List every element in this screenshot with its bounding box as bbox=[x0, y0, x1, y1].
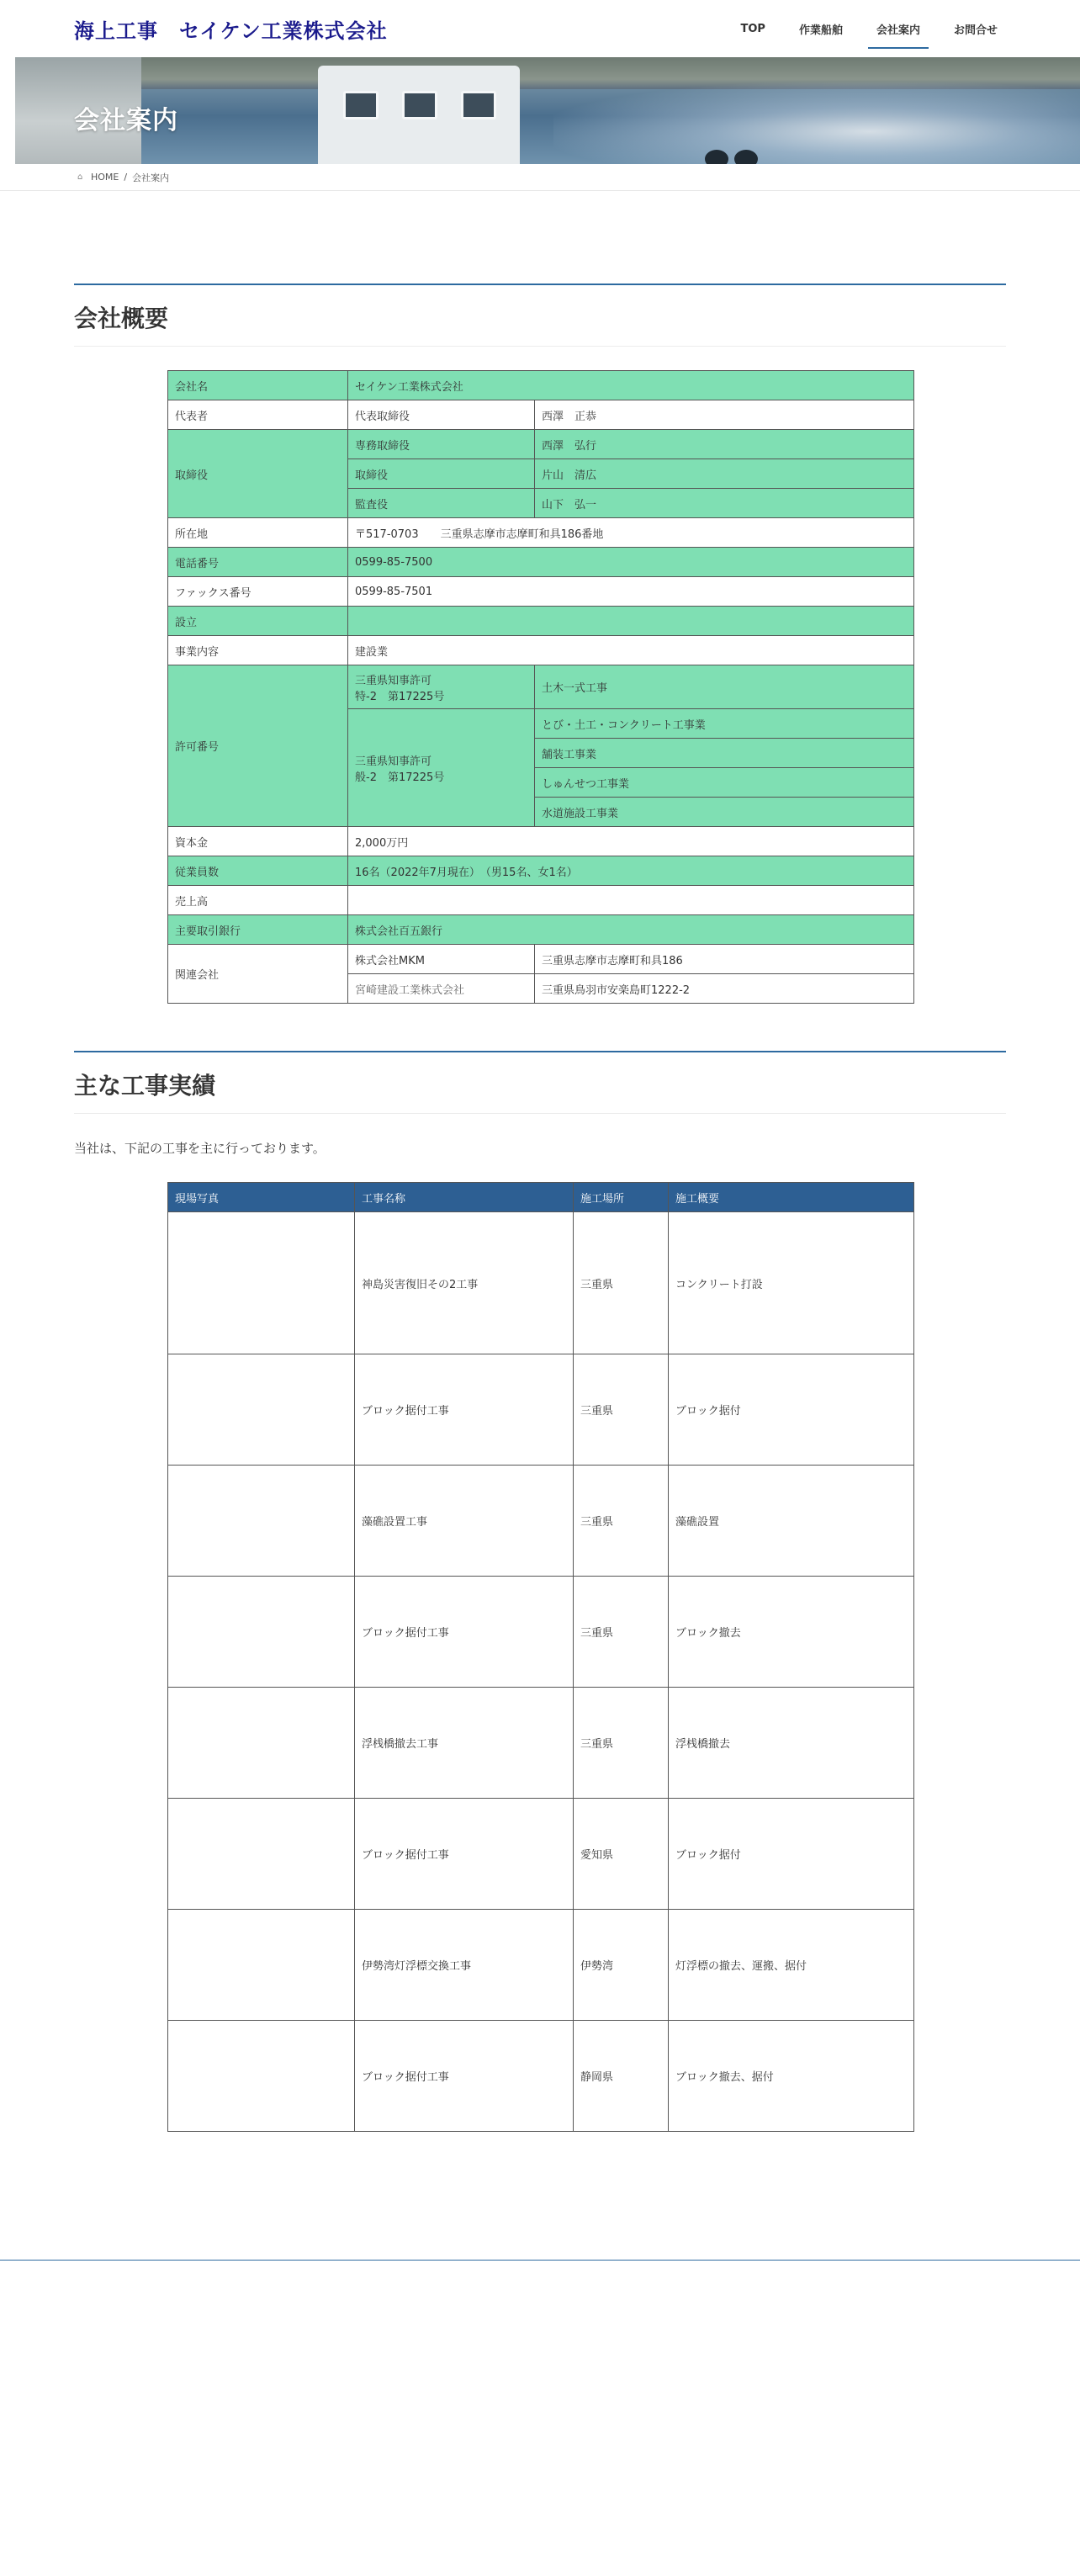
page-title: 会社案内 bbox=[74, 106, 178, 135]
breadcrumb-home-link[interactable]: HOME bbox=[91, 172, 119, 183]
cell-value: しゅんせつ工事業 bbox=[535, 768, 914, 798]
boat-window bbox=[343, 91, 379, 119]
work-name: ブロック据付工事 bbox=[355, 2021, 574, 2132]
work-summary: ブロック据付 bbox=[669, 1799, 914, 1910]
license-number: 特-2 第17225号 bbox=[355, 690, 445, 703]
table-row bbox=[168, 915, 914, 945]
work-summary: ブロック撤去 bbox=[669, 1577, 914, 1688]
cell-label: 会社名 bbox=[168, 371, 348, 400]
cell-label: 所在地 bbox=[168, 518, 348, 548]
table-row bbox=[168, 1688, 914, 1799]
site-photo-cell bbox=[168, 1466, 355, 1577]
hero-sea-glow bbox=[553, 82, 1080, 164]
table-row bbox=[168, 371, 914, 400]
cell-value: 西澤 弘行 bbox=[535, 430, 914, 459]
cell-value: 三重県鳥羽市安楽島町1222-2 bbox=[535, 974, 914, 1004]
cell-label: 従業員数 bbox=[168, 856, 348, 886]
site-photo-cell bbox=[168, 1354, 355, 1466]
cell-value: 16名（2022年7月現在） （男15名、女1名） bbox=[348, 856, 914, 886]
site-photo-cell bbox=[168, 1799, 355, 1910]
site-header bbox=[0, 0, 1080, 57]
hero-buoy bbox=[734, 150, 758, 164]
work-name: ブロック据付工事 bbox=[355, 1577, 574, 1688]
column-header: 工事名称 bbox=[355, 1183, 574, 1212]
hero-banner bbox=[15, 57, 1080, 164]
cell-value: 山下 弘一 bbox=[535, 489, 914, 518]
cell-value: 取締役 bbox=[348, 459, 535, 489]
boat-window bbox=[402, 91, 437, 119]
cell-value: 西澤 正恭 bbox=[535, 400, 914, 430]
license-authority: 三重県知事許可 bbox=[355, 674, 432, 687]
cell-value: 土木一式工事 bbox=[535, 665, 914, 709]
column-header: 現場写真 bbox=[168, 1183, 355, 1212]
works-table bbox=[167, 1182, 914, 2132]
table-row bbox=[168, 1910, 914, 2021]
breadcrumb-current: 会社案内 bbox=[132, 172, 170, 183]
cell-label: 取締役 bbox=[168, 430, 348, 518]
work-place: 静岡県 bbox=[574, 2021, 669, 2132]
site-photo-cell bbox=[168, 1688, 355, 1799]
license-number: 般-2 第17225号 bbox=[355, 771, 445, 784]
cell-value: 三重県志摩市志摩町和具186 bbox=[535, 945, 914, 974]
work-name: 藻礁設置工事 bbox=[355, 1466, 574, 1577]
cell-label: 設立 bbox=[168, 607, 348, 636]
cell-label: 代表者 bbox=[168, 400, 348, 430]
column-header: 施工場所 bbox=[574, 1183, 669, 1212]
work-place: 三重県 bbox=[574, 1688, 669, 1799]
cell-value: 株式会社百五銀行 bbox=[348, 915, 914, 945]
work-place: 三重県 bbox=[574, 1577, 669, 1688]
site-logo[interactable]: 海上工事 セイケン工業株式会社 bbox=[74, 19, 388, 43]
cell-value bbox=[348, 607, 914, 636]
nav-item-contact[interactable]: お問合せ bbox=[953, 24, 998, 37]
work-name: ブロック据付工事 bbox=[355, 1354, 574, 1466]
site-photo-cell bbox=[168, 1212, 355, 1354]
table-row bbox=[168, 2021, 914, 2132]
table-row bbox=[168, 548, 914, 577]
table-row bbox=[168, 665, 914, 709]
license-authority: 三重県知事許可 bbox=[355, 755, 432, 768]
work-summary: ブロック撤去、据付 bbox=[669, 2021, 914, 2132]
cell-value: 株式会社MKM bbox=[348, 945, 535, 974]
cell-value: 建設業 bbox=[348, 636, 914, 665]
work-summary: コンクリート打設 bbox=[669, 1212, 914, 1354]
cell-value: とび・土工・コンクリート工事業 bbox=[535, 709, 914, 739]
company-overview-heading: 会社概要 bbox=[74, 284, 1006, 347]
table-row bbox=[168, 518, 914, 548]
cell-value: 専務取締役 bbox=[348, 430, 535, 459]
cell-value: 0599-85-7500 bbox=[348, 548, 914, 577]
site-photo-cell bbox=[168, 1577, 355, 1688]
work-name: 伊勢湾灯浮標交換工事 bbox=[355, 1910, 574, 2021]
work-name: ブロック据付工事 bbox=[355, 1799, 574, 1910]
cell-label: 許可番号 bbox=[168, 665, 348, 827]
table-row bbox=[168, 430, 914, 459]
related-company-link[interactable]: 宮崎建設工業株式会社 bbox=[348, 974, 535, 1004]
table-row bbox=[168, 577, 914, 607]
boat-window bbox=[461, 91, 496, 119]
cell-label: 売上高 bbox=[168, 886, 348, 915]
home-icon: ⌂ bbox=[77, 172, 83, 182]
cell-value: 0599-85-7501 bbox=[348, 577, 914, 607]
cell-value: 片山 清広 bbox=[535, 459, 914, 489]
work-summary: ブロック据付 bbox=[669, 1354, 914, 1466]
table-row bbox=[168, 607, 914, 636]
breadcrumb bbox=[0, 164, 1080, 191]
table-row bbox=[168, 636, 914, 665]
cell-value: 舗装工事業 bbox=[535, 739, 914, 768]
global-nav bbox=[733, 0, 1007, 57]
cell-value: 代表取締役 bbox=[348, 400, 535, 430]
nav-item-vessels[interactable]: 作業船舶 bbox=[798, 24, 843, 37]
cell-value bbox=[348, 665, 535, 709]
nav-item-top[interactable]: TOP bbox=[740, 22, 765, 35]
nav-item-company[interactable]: 会社案内 bbox=[868, 0, 929, 57]
hero-boat bbox=[318, 66, 520, 164]
table-row bbox=[168, 827, 914, 856]
cell-value bbox=[348, 709, 535, 827]
work-place: 三重県 bbox=[574, 1466, 669, 1577]
cell-value bbox=[348, 886, 914, 915]
cell-value: 監査役 bbox=[348, 489, 535, 518]
table-row bbox=[168, 1212, 914, 1354]
table-row bbox=[168, 1577, 914, 1688]
works-section bbox=[74, 1051, 1006, 2132]
cell-value: 〒517-0703 三重県志摩市志摩町和具186番地 bbox=[348, 518, 914, 548]
work-place: 愛知県 bbox=[574, 1799, 669, 1910]
site-photo-cell bbox=[168, 1910, 355, 2021]
work-summary: 灯浮標の撤去、運搬、据付 bbox=[669, 1910, 914, 2021]
breadcrumb-separator: / bbox=[124, 172, 128, 183]
cell-label: 電話番号 bbox=[168, 548, 348, 577]
site-photo-cell bbox=[168, 2021, 355, 2132]
cell-label: 事業内容 bbox=[168, 636, 348, 665]
hero-buoy bbox=[705, 150, 728, 164]
footer-divider bbox=[0, 2260, 1080, 2261]
work-name: 神島災害復旧その2工事 bbox=[355, 1212, 574, 1354]
table-header-row bbox=[168, 1183, 914, 1212]
work-place: 三重県 bbox=[574, 1212, 669, 1354]
table-row bbox=[168, 1354, 914, 1466]
company-table bbox=[167, 370, 914, 1004]
work-name: 浮桟橋撤去工事 bbox=[355, 1688, 574, 1799]
cell-label: 関連会社 bbox=[168, 945, 348, 1004]
table-row bbox=[168, 1466, 914, 1577]
company-overview-section bbox=[74, 284, 1006, 1004]
cell-label: 資本金 bbox=[168, 827, 348, 856]
work-summary: 藻礁設置 bbox=[669, 1466, 914, 1577]
cell-value: セイケン工業株式会社 bbox=[348, 371, 914, 400]
cell-value: 水道施設工事業 bbox=[535, 798, 914, 827]
work-summary: 浮桟橋撤去 bbox=[669, 1688, 914, 1799]
cell-value: 2,000万円 bbox=[348, 827, 914, 856]
table-row bbox=[168, 886, 914, 915]
table-row bbox=[168, 945, 914, 974]
column-header: 施工概要 bbox=[669, 1183, 914, 1212]
table-row bbox=[168, 400, 914, 430]
work-place: 伊勢湾 bbox=[574, 1910, 669, 2021]
table-row bbox=[168, 856, 914, 886]
cell-label: 主要取引銀行 bbox=[168, 915, 348, 945]
works-intro: 当社は、下記の工事を主に行っております。 bbox=[74, 1141, 326, 1156]
works-heading: 主な工事実績 bbox=[74, 1051, 1006, 1114]
cell-label: ファックス番号 bbox=[168, 577, 348, 607]
work-place: 三重県 bbox=[574, 1354, 669, 1466]
table-row bbox=[168, 1799, 914, 1910]
